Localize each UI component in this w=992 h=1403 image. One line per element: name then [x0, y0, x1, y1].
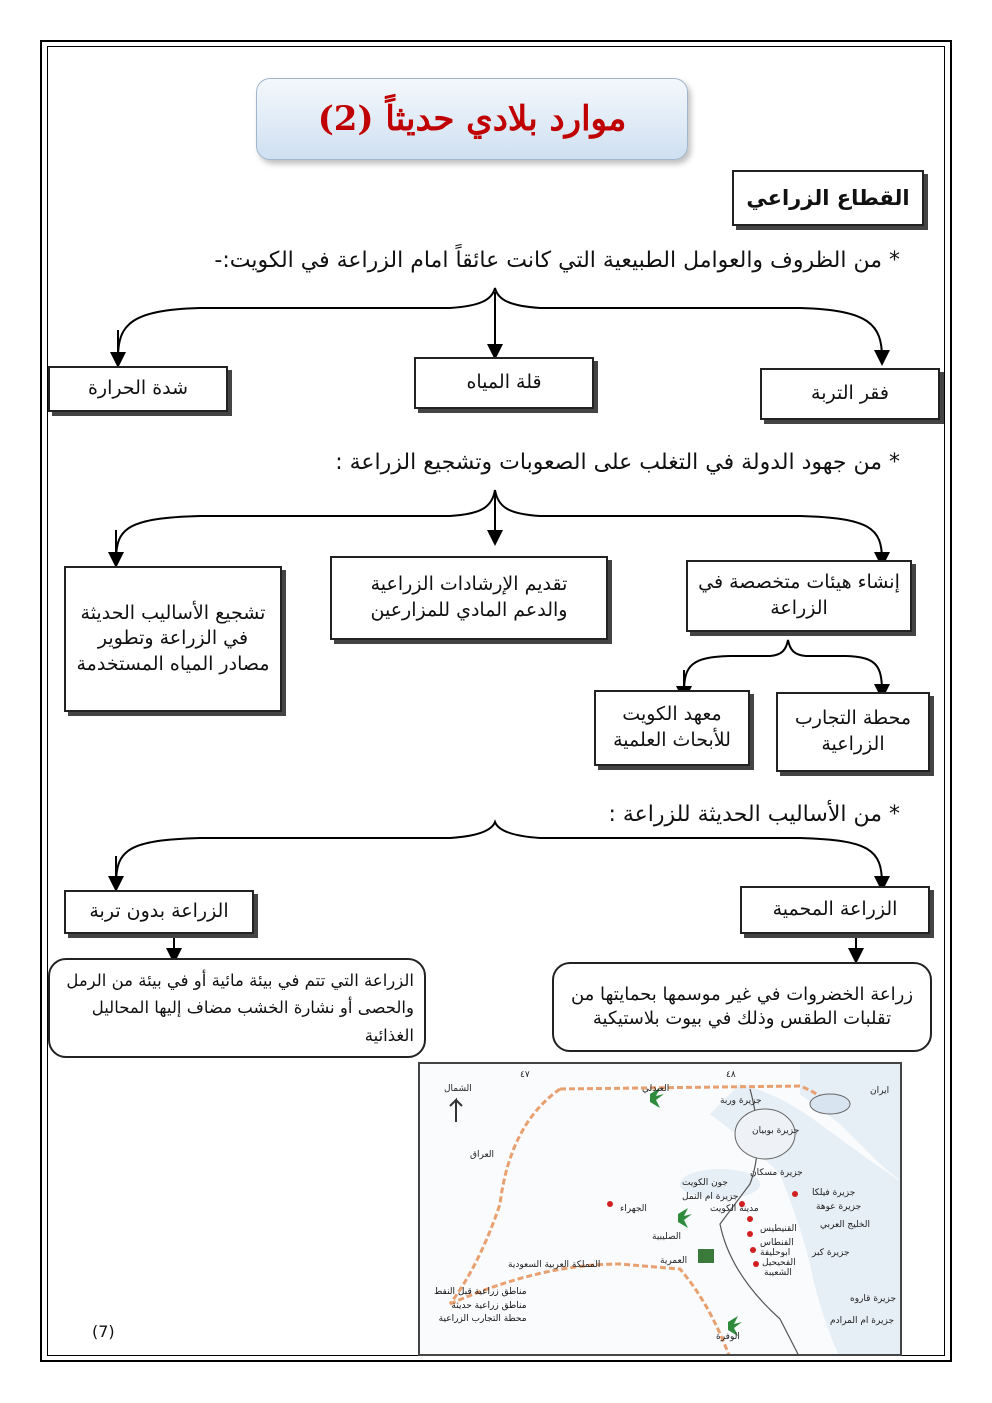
map-north-label: الشمال	[444, 1084, 472, 1094]
obstacle-water-scarcity: قلة المياه	[414, 357, 594, 409]
map-warba: جزيرة وربة	[720, 1096, 762, 1106]
legend-modern: مناطق زراعية حديثة	[451, 1300, 527, 1311]
map-abu-halifa: ابوحليفة	[760, 1248, 791, 1258]
map-mashcan: جزيرة مسكان	[750, 1168, 803, 1178]
map-shuaiba: الشعيبة	[764, 1268, 792, 1278]
map-auha: جزيرة عوهة	[816, 1202, 862, 1212]
section3-heading: * من الأساليب الحديثة للزراعة :	[608, 802, 900, 827]
soilless-farming-description: الزراعة التي تتم في بيئة مائية أو في بيئة من الرمل والحصى أو نشارة الخشب مضاف إليها المحاليل الغذائية	[48, 958, 426, 1058]
page-number: (7)	[92, 1322, 115, 1341]
map-kubbar: جزيرة كبر	[812, 1248, 850, 1258]
sector-title: القطاع الزراعي	[732, 170, 924, 226]
method-protected-farming: الزراعة المحمية	[740, 886, 930, 934]
legend-pre-oil: مناطق زراعية قبل النفط	[434, 1287, 527, 1297]
map-legend	[434, 1286, 527, 1327]
protected-farming-description: زراعة الخضروات في غير موسمها بحمايتها من تقلبات الطقس وذلك في بيوت بلاستيكية	[552, 962, 932, 1052]
page-title: موارد بلادي حديثاً (2)	[256, 78, 688, 160]
map-iran: ايران	[870, 1086, 890, 1096]
map-kuwait-bay: جون الكويت	[682, 1178, 728, 1188]
map-wafra: الوفرة	[716, 1332, 740, 1342]
effort-specialized-bodies: إنشاء هيئات متخصصة في الزراعة	[686, 560, 912, 632]
map-lon-47: ٤٧	[520, 1070, 530, 1080]
map-jahra: الجهراء	[620, 1204, 647, 1214]
section2-heading: * من جهود الدولة في التغلب على الصعوبات وتشجيع الزراعة :	[335, 450, 900, 475]
method-soilless-farming: الزراعة بدون تربة	[64, 890, 254, 934]
section1-heading: * من الظروف والعوامل الطبيعية التي كانت عائقاً امام الزراعة في الكويت:-	[214, 248, 900, 273]
map-qurain: القنيطيس	[760, 1224, 797, 1234]
kuwait-agriculture-map	[418, 1062, 902, 1356]
effort-guidance-support: تقديم الإرشادات الزراعية والدعم المادي للمزارعين	[330, 556, 608, 640]
map-fahaheel: الفحيحيل	[762, 1258, 796, 1268]
map-iraq: العراق	[470, 1150, 495, 1160]
map-sulaibiya: الصليبية	[652, 1232, 681, 1242]
effort-modern-methods: تشجيع الأساليب الحديثة في الزراعة وتطوير مصادر المياه المستخدمة	[64, 566, 282, 712]
kisr-institute: معهد الكويت للأبحاث العلمية	[594, 690, 750, 766]
map-qaruh: جزيرة قاروه	[850, 1294, 897, 1304]
agri-experiment-station: محطة التجارب الزراعية	[776, 692, 930, 772]
obstacle-soil-poverty: فقر التربة	[760, 368, 940, 420]
map-abdali: العبدلي	[642, 1084, 670, 1094]
map-omariya: العمرية	[660, 1256, 688, 1266]
map-saudi: المملكة العربية السعودية	[508, 1260, 601, 1270]
map-umm-naml: جزيرة ام النمل	[682, 1192, 739, 1202]
map-umm-maradim: جزيرة ام المرادم	[830, 1316, 895, 1326]
map-failaka: جزيرة فيلكا	[812, 1188, 856, 1198]
legend-experiment-station: محطة التجارب الزراعية	[438, 1314, 527, 1324]
map-lon-48: ٤٨	[726, 1070, 736, 1080]
map-kuwait-city: مدينة الكويت	[710, 1204, 759, 1214]
obstacle-heat: شدة الحرارة	[48, 366, 228, 412]
map-bubiyan: جزيرة بوبيان	[752, 1126, 800, 1136]
map-arabian-gulf: الخليج العربي	[820, 1220, 870, 1230]
map-fintas: الفنطاس	[760, 1238, 794, 1248]
